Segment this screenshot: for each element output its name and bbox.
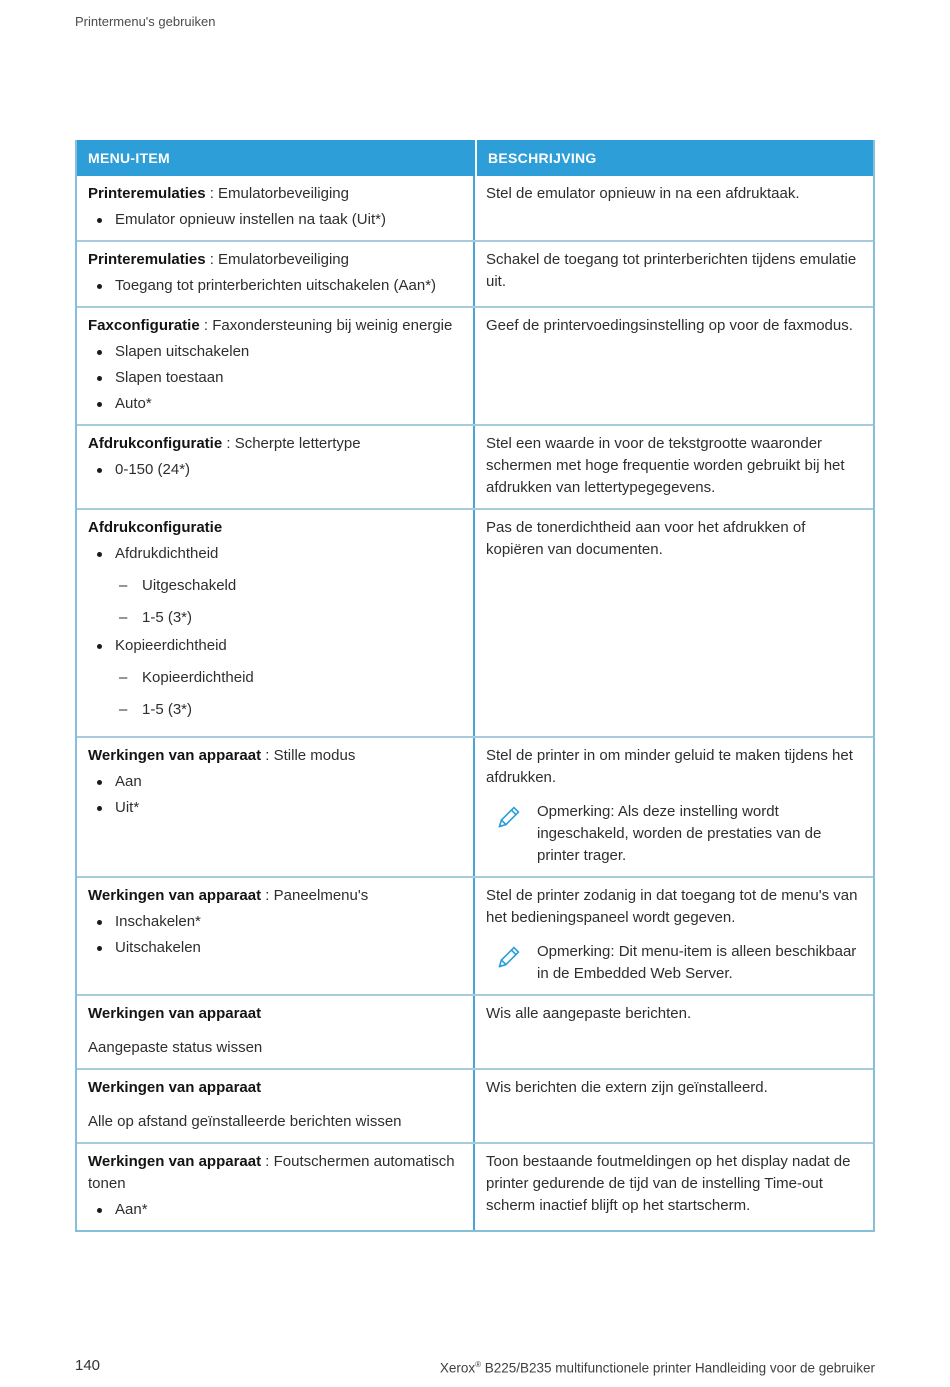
- bullet-list: [88, 911, 461, 959]
- dash-item: – 1-5 (3*): [115, 699, 461, 721]
- description-cell: [475, 176, 873, 240]
- registered-mark: ®: [475, 1360, 481, 1369]
- menu-item-cell: [77, 878, 475, 994]
- description-text: Toon bestaande foutmeldingen op het display nadat de printer gedurende de tijd van de instelling Time-out scherm inactief blijft op het startscherm.: [486, 1153, 851, 1214]
- menu-item-cell: [77, 426, 475, 508]
- bullet-label: Emulator opnieuw instellen na taak (Uit*): [115, 211, 386, 228]
- dash-list: [115, 667, 461, 721]
- description-text: Schakel de toegang tot printerberichten tijdens emulatie uit.: [486, 251, 857, 290]
- note-block: [494, 941, 861, 985]
- menu-item-title: [88, 1077, 461, 1099]
- menu-item-title: [88, 1003, 461, 1025]
- table-row: [77, 876, 873, 994]
- bullet-label: Uitschakelen: [115, 939, 201, 956]
- menu-item-title: [88, 315, 461, 337]
- column-header-menu-item: MENU-ITEM: [88, 150, 171, 166]
- bullet-item: [88, 911, 461, 933]
- description-text: Wis alle aangepaste berichten.: [486, 1005, 692, 1022]
- table-header-row: [77, 140, 873, 176]
- table-row: [77, 1142, 873, 1230]
- bullet-list: [88, 341, 461, 415]
- menu-item-cell: [77, 242, 475, 306]
- column-header-beschrijving: BESCHRIJVING: [475, 140, 873, 176]
- description-text: Stel de printer zodanig in dat toegang tot de menu's van het bedieningspaneel wordt gegeven.: [486, 887, 858, 926]
- description-text: Pas de tonerdichtheid aan voor het afdrukken of kopiëren van documenten.: [486, 519, 806, 558]
- table-row: [77, 508, 873, 736]
- bullet-item: [88, 209, 461, 231]
- description-cell: [475, 1144, 873, 1230]
- menu-item-title-rest: : Stille modus: [261, 747, 356, 764]
- bullet-list: [88, 209, 461, 231]
- bullet-list: [88, 543, 461, 721]
- menu-item-title: [88, 517, 461, 539]
- menu-item-cell: [77, 1070, 475, 1142]
- description-cell: [475, 242, 873, 306]
- menu-item-title-rest: : Scherpte lettertype: [222, 435, 361, 452]
- footer-doc-title: [440, 1360, 875, 1376]
- description-cell: [475, 996, 873, 1068]
- description-cell: [475, 308, 873, 424]
- bullet-item: [88, 367, 461, 389]
- menu-item-cell: [77, 996, 475, 1068]
- menu-item-title-rest: : Emulatorbeveiliging: [205, 251, 349, 268]
- menu-item-cell: [77, 738, 475, 876]
- menu-item-title-rest: : Foutschermen automatisch tonen: [88, 1153, 455, 1192]
- description-text: Geef de printervoedingsinstelling op voor de faxmodus.: [486, 317, 853, 334]
- bullet-list: [88, 459, 461, 481]
- bullet-label: Aan*: [115, 1201, 148, 1218]
- menu-item-title-bold: Werkingen van apparaat: [88, 747, 262, 764]
- menu-item-cell: [77, 1144, 475, 1230]
- menu-item-title-bold: Werkingen van apparaat: [88, 1005, 262, 1022]
- menu-item-subtitle: Aangepaste status wissen: [88, 1039, 263, 1056]
- menu-item-title-bold: Werkingen van apparaat: [88, 1153, 262, 1170]
- table-row: [77, 424, 873, 508]
- menu-item-cell: [77, 510, 475, 736]
- table-row: [77, 994, 873, 1068]
- menu-item-title: [88, 1151, 461, 1195]
- bullet-item: [88, 797, 461, 819]
- menu-item-title: [88, 745, 461, 767]
- bullet-label: Toegang tot printerberichten uitschakelen (Aan*): [115, 277, 437, 294]
- menu-item-title: [88, 433, 461, 455]
- pencil-icon: [494, 943, 524, 979]
- table-row: [77, 1068, 873, 1142]
- description-cell: [475, 878, 873, 994]
- table-body: [77, 176, 873, 1230]
- dash-item: – Uitgeschakeld: [115, 575, 461, 597]
- bullet-list: [88, 1199, 461, 1221]
- menu-item-subtitle: Alle op afstand geïnstalleerde berichten wissen: [88, 1113, 402, 1130]
- bullet-item: [88, 275, 461, 297]
- menu-item-title-rest: : Paneelmenu's: [261, 887, 369, 904]
- menu-item-title-bold: Afdrukconfiguratie: [88, 435, 223, 452]
- menu-item-title-bold: Printeremulaties: [88, 185, 206, 202]
- footer-page-number: 140: [75, 1357, 101, 1374]
- bullet-label: Slapen toestaan: [115, 369, 224, 386]
- description-text: Wis berichten die extern zijn geïnstalleerd.: [486, 1079, 768, 1096]
- menu-item-title: [88, 885, 461, 907]
- description-cell: [475, 426, 873, 508]
- printer-menus-table: [75, 140, 875, 1232]
- dash-item: – 1-5 (3*): [115, 607, 461, 629]
- note-text: Opmerking: Dit menu-item is alleen beschikbaar in de Embedded Web Server.: [537, 943, 857, 982]
- running-header: Printermenu's gebruiken: [75, 14, 216, 29]
- bullet-label: Afdrukdichtheid: [115, 545, 219, 562]
- pencil-icon: [494, 803, 524, 839]
- menu-item-title-bold: Afdrukconfiguratie: [88, 519, 223, 536]
- note-text: Opmerking: Als deze instelling wordt ingeschakeld, worden de prestaties van de printer trager.: [537, 803, 822, 864]
- bullet-item: [88, 937, 461, 959]
- bullet-label: Aan: [115, 773, 142, 790]
- dash-list: [115, 575, 461, 629]
- menu-item-cell: [77, 176, 475, 240]
- description-text: Stel een waarde in voor de tekstgrootte waaronder schermen met hoge frequentie worden gebruikt bij het afdrukken van lettertypegegevens.: [486, 435, 845, 496]
- description-cell: [475, 738, 873, 876]
- bullet-label: Uit*: [115, 799, 140, 816]
- bullet-list: [88, 771, 461, 819]
- bullet-label: Kopieerdichtheid: [115, 637, 227, 654]
- bullet-item: [88, 771, 461, 793]
- note-block: [494, 801, 861, 867]
- bullet-label: Slapen uitschakelen: [115, 343, 250, 360]
- bullet-item: [88, 543, 461, 629]
- menu-item-title: [88, 249, 461, 271]
- menu-item-title-bold: Werkingen van apparaat: [88, 1079, 262, 1096]
- menu-item-title-rest: : Emulatorbeveiliging: [205, 185, 349, 202]
- bullet-label: Auto*: [115, 395, 152, 412]
- bullet-item: [88, 341, 461, 363]
- description-text: Stel de printer in om minder geluid te maken tijdens het afdrukken.: [486, 747, 853, 786]
- bullet-item: [88, 1199, 461, 1221]
- description-cell: [475, 1070, 873, 1142]
- menu-item-cell: [77, 308, 475, 424]
- bullet-label: Inschakelen*: [115, 913, 201, 930]
- menu-item-title-bold: Printeremulaties: [88, 251, 206, 268]
- footer-brand: Xerox: [439, 1360, 476, 1376]
- bullet-item: [88, 393, 461, 415]
- footer-doc-title-text: B225/B235 multifunctionele printer Handleiding voor de gebruiker: [481, 1360, 875, 1376]
- description-text: Stel de emulator opnieuw in na een afdruktaak.: [486, 185, 800, 202]
- table-row: [77, 306, 873, 424]
- menu-item-title-bold: Faxconfiguratie: [88, 317, 200, 334]
- menu-item-title-rest: : Faxondersteuning bij weinig energie: [199, 317, 453, 334]
- table-row: [77, 240, 873, 306]
- description-cell: [475, 510, 873, 736]
- menu-item-title: [88, 183, 461, 205]
- bullet-item: [88, 459, 461, 481]
- table-row: [77, 176, 873, 240]
- menu-item-title-bold: Werkingen van apparaat: [88, 887, 262, 904]
- bullet-label: 0-150 (24*): [115, 461, 191, 478]
- bullet-list: [88, 275, 461, 297]
- dash-item: – Kopieerdichtheid: [115, 667, 461, 689]
- table-row: [77, 736, 873, 876]
- bullet-item: [88, 635, 461, 721]
